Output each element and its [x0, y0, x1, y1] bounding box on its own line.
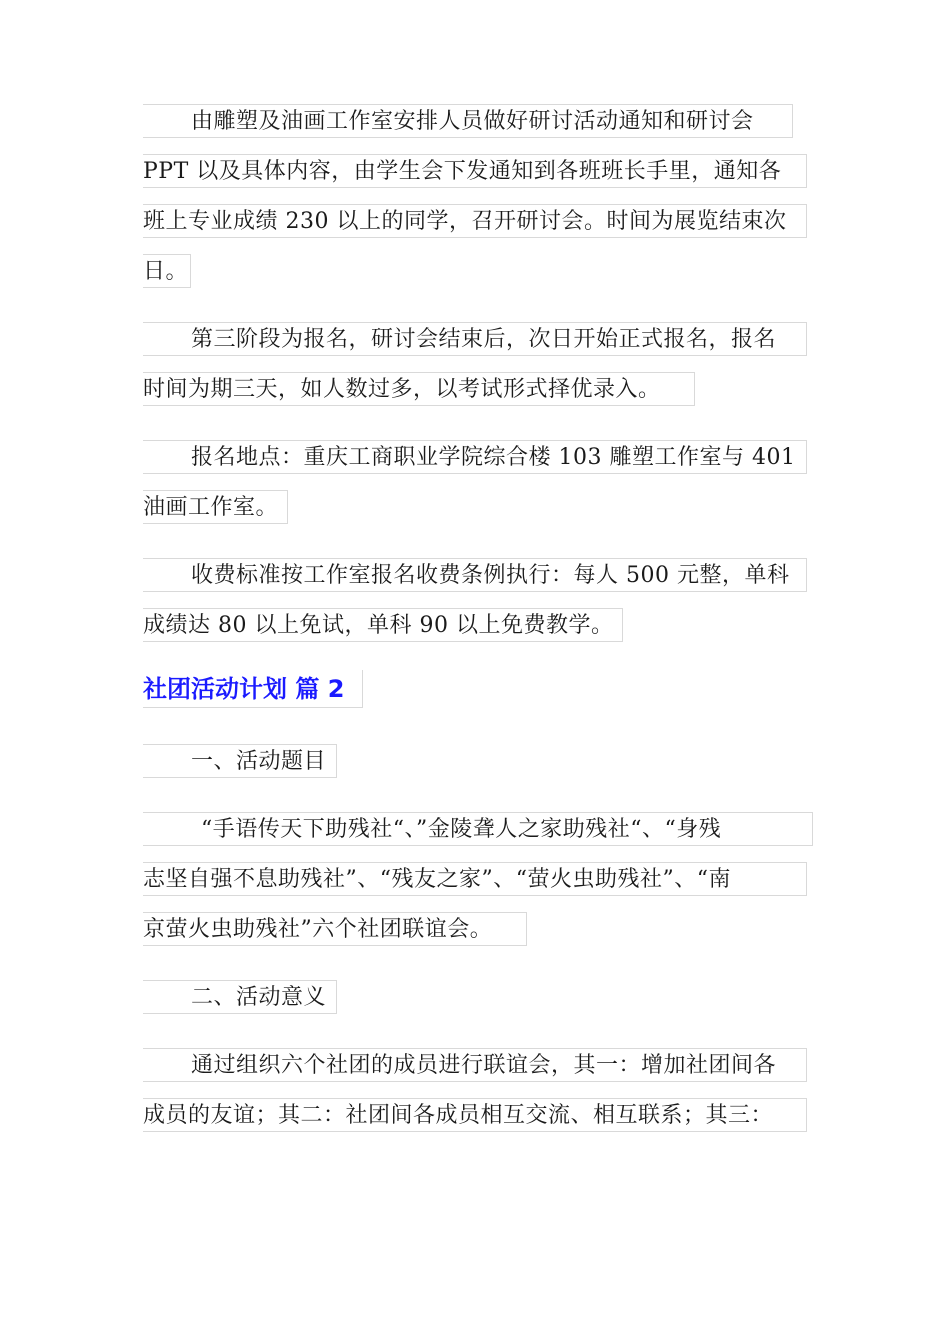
text-line: PPT 以及具体内容，由学生会下发通知到各班班长手里，通知各 [143, 154, 807, 188]
text-line: “手语传天下助残社“、”金陵聋人之家助残社“、“身残 [143, 812, 813, 846]
text-line: 班上专业成绩 230 以上的同学，召开研讨会。时间为展览结束次 [143, 204, 807, 238]
text-line: 第三阶段为报名，研讨会结束后，次日开始正式报名，报名 [143, 322, 807, 356]
text-line: 京萤火虫助残社”六个社团联谊会。 [143, 912, 527, 946]
text-line: 时间为期三天，如人数过多，以考试形式择优录入。 [143, 372, 695, 406]
section-heading: 社团活动计划 篇 2 [143, 670, 363, 708]
text-line: 志坚自强不息助残社”、“残友之家”、“萤火虫助残社”、“南 [143, 862, 807, 896]
text-line: 油画工作室。 [143, 490, 288, 524]
text-line: 成员的友谊；其二：社团间各成员相互交流、相互联系；其三： [143, 1098, 807, 1132]
text-line: 通过组织六个社团的成员进行联谊会，其一：增加社团间各 [143, 1048, 807, 1082]
subheading-line: 二、活动意义 [143, 980, 337, 1014]
text-line: 成绩达 80 以上免试，单科 90 以上免费教学。 [143, 608, 623, 642]
text-line: 收费标准按工作室报名收费条例执行：每人 500 元整，单科 [143, 558, 807, 592]
text-line: 日。 [143, 254, 191, 288]
text-line: 由雕塑及油画工作室安排人员做好研讨活动通知和研讨会 [143, 104, 793, 138]
subheading-line: 一、活动题目 [143, 744, 337, 778]
text-line: 报名地点：重庆工商职业学院综合楼 103 雕塑工作室与 401 [143, 440, 807, 474]
